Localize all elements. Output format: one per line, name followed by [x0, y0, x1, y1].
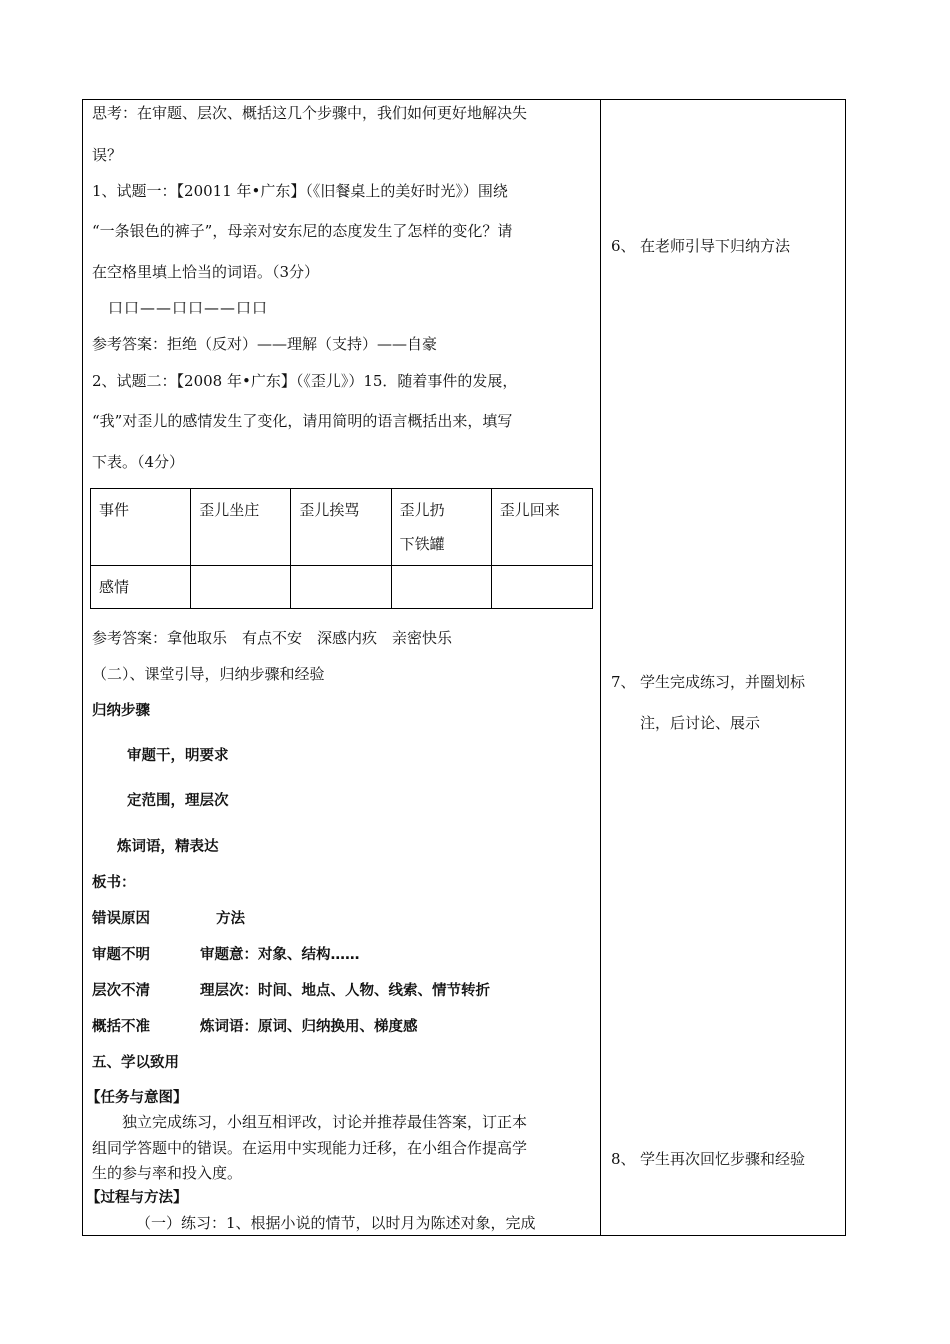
board-row-1-cause: 审题不明	[92, 947, 150, 963]
section-2-title: （二）、课堂引导，归纳步骤和经验	[92, 665, 325, 683]
process-line-1: （一）练习：1、根据小说的情节，以时月为陈述对象，完成	[136, 1214, 536, 1232]
table-cell: 事件	[91, 489, 191, 566]
table-cell: 歪儿扔 下铁罐	[391, 489, 491, 566]
step-1: 审题干，明要求	[127, 748, 229, 764]
table-cell	[391, 566, 491, 609]
table-cell: 歪儿挨骂	[291, 489, 391, 566]
step-2: 定范围，理层次	[127, 793, 229, 809]
board-head-method: 方法	[216, 911, 245, 927]
board-title: 板书：	[92, 875, 136, 891]
question-1-line-1: 1、试题一：【20011 年•广东】（《旧餐桌上的美好时光》）围绕	[92, 182, 508, 200]
question-1-answer: 参考答案：拒绝（反对）——理解（支持）——自豪	[92, 335, 438, 353]
activity-8-text: 学生再次回忆步骤和经验	[640, 1150, 806, 1168]
answer-boxes: 口口——口口——口口	[108, 299, 269, 317]
board-row-1-method: 审题意：对象、结构……	[200, 947, 360, 963]
task-line-1: 独立完成练习，小组互相评改，讨论并推荐最佳答案，订正本	[122, 1113, 528, 1131]
table-cell	[191, 566, 291, 609]
table-cell: 歪儿回来	[491, 489, 592, 566]
task-line-3: 生的参与率和投入度。	[92, 1164, 243, 1182]
task-line-2: 组同学答题中的错误。在运用中实现能力迁移，在小组合作提高学	[92, 1139, 528, 1157]
board-head-cause: 错误原因	[92, 911, 150, 927]
think-line-1: 思考：在审题、层次、概括这几个步骤中，我们如何更好地解决失	[92, 104, 528, 122]
event-emotion-table	[90, 488, 593, 609]
table-cell	[291, 566, 391, 609]
table-cell: 歪儿坐庄	[191, 489, 291, 566]
board-row-3-method: 炼词语：原词、归纳换用、梯度感	[200, 1019, 418, 1035]
question-2-answer: 参考答案：拿他取乐 有点不安 深感内疚 亲密快乐	[92, 629, 453, 647]
table-cell	[491, 566, 592, 609]
board-row-2-method: 理层次：时间、地点、人物、线索、情节转折	[200, 983, 490, 999]
table-row	[91, 489, 593, 566]
board-row-3-cause: 概括不准	[92, 1019, 150, 1035]
activity-6-text: 在老师引导下归纳方法	[640, 237, 791, 255]
activity-7-text-1: 学生完成练习，并圈划标	[640, 673, 806, 691]
question-2-line-1: 2、试题二：【2008 年•广东】（《歪儿》）15．随着事件的发展，	[92, 372, 518, 390]
activity-8-number: 8、	[611, 1150, 636, 1168]
question-2-line-2: “我”对歪儿的感情发生了变化，请用简明的语言概括出来，填写	[92, 412, 513, 430]
steps-title: 归纳步骤	[92, 703, 150, 719]
step-3: 炼词语，精表达	[117, 839, 219, 855]
activity-7-number: 7、	[611, 673, 636, 691]
table-cell: 感情	[91, 566, 191, 609]
question-1-line-3: 在空格里填上恰当的词语。（3分）	[92, 263, 320, 281]
section-5-title: 五、学以致用	[92, 1055, 179, 1071]
board-row-2-cause: 层次不清	[92, 983, 150, 999]
process-title: 【过程与方法】	[86, 1190, 188, 1206]
column-divider	[600, 99, 601, 1236]
question-2-line-3: 下表。（4分）	[92, 453, 185, 471]
activity-6-number: 6、	[611, 237, 636, 255]
task-title: 【任务与意图】	[86, 1090, 188, 1106]
table-row	[91, 566, 593, 609]
question-1-line-2: “一条银色的裤子”，母亲对安东尼的态度发生了怎样的变化？请	[92, 222, 513, 240]
think-line-2: 误？	[92, 146, 123, 164]
activity-7-text-2: 注，后讨论、展示	[640, 714, 761, 732]
